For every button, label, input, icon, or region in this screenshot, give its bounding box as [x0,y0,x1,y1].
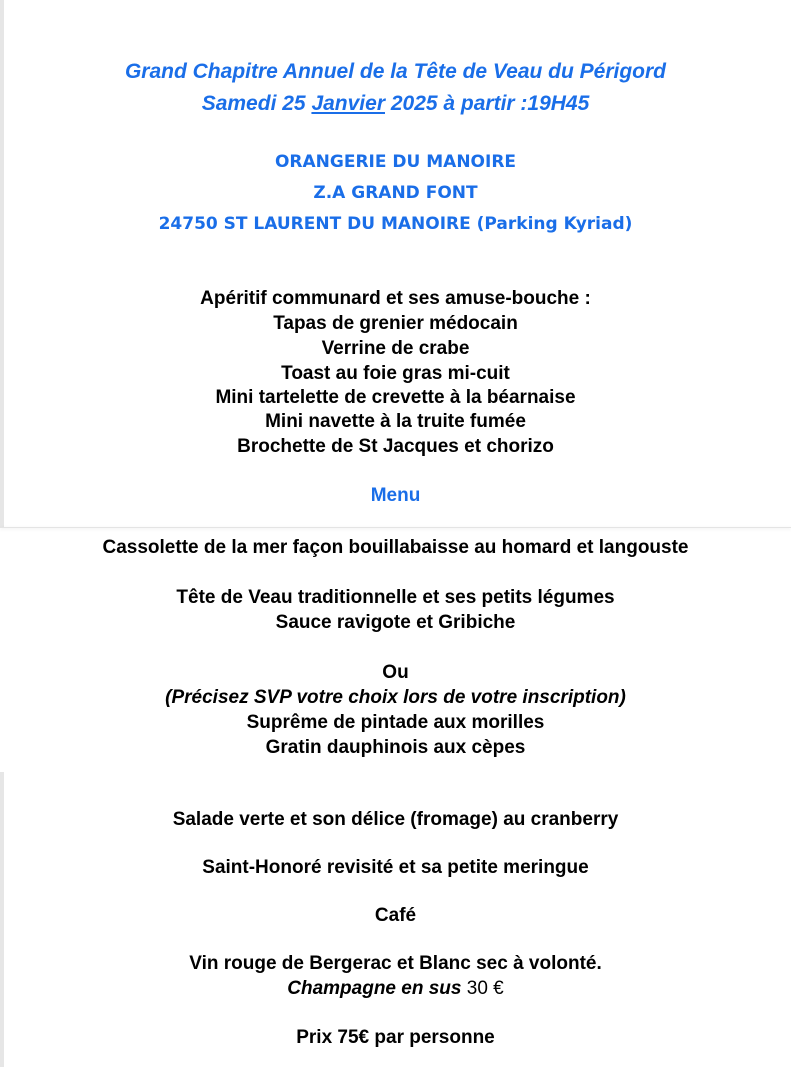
venue-name: ORANGERIE DU MANOIRE [274,152,517,172]
menu-wine: Vin rouge de Bergerac et Blanc sec à volonté. [189,953,602,974]
menu-main2-line1: Suprême de pintade aux morilles [246,712,545,733]
aperitif-item: Mini tartelette de crevette à la béarnaise [215,387,576,408]
venue-zone: Z.A GRAND FONT [313,183,478,203]
aperitif-item: Toast au foie gras mi-cuit [281,363,510,384]
menu-starter: Cassolette de la mer façon bouillabaisse au homard et langouste [102,537,689,558]
aperitif-item: Brochette de St Jacques et chorizo [237,436,554,457]
aperitif-item: Verrine de crabe [321,338,470,359]
event-date-month: Janvier [311,92,385,115]
menu-champagne [0,979,791,998]
menu-main2-line2: Gratin dauphinois aux cèpes [265,737,526,758]
event-date [0,93,791,114]
page-break [0,527,791,528]
menu-salad: Salade verte et son délice (fromage) au cranberry [172,809,619,830]
menu-price: Prix 75€ par personne [296,1027,495,1048]
menu-main1-line1: Tête de Veau traditionnelle et ses petits légumes [176,587,615,608]
menu-dessert: Saint-Honoré revisité et sa petite meringue [202,857,589,878]
aperitif-item: Tapas de grenier médocain [273,313,518,334]
menu-or: Ou [382,662,409,683]
event-date-suffix: 2025 à partir :19H45 [385,92,590,115]
champagne-price: 30 € [461,978,504,999]
menu-coffee: Café [374,905,417,926]
event-date-prefix: Samedi 25 [201,92,312,115]
aperitif-heading: Apéritif communard et ses amuse-bouche : [200,288,591,309]
venue-address: 24750 ST LAURENT DU MANOIRE (Parking Kyriad) [158,214,633,234]
champagne-label: Champagne en sus [287,978,462,999]
menu-main1-line2: Sauce ravigote et Gribiche [275,612,516,633]
event-title: Grand Chapitre Annuel de la Tête de Veau du Périgord [124,60,667,83]
menu-choice-note: (Précisez SVP votre choix lors de votre inscription) [165,687,626,708]
menu-title: Menu [370,485,421,506]
aperitif-item: Mini navette à la truite fumée [265,411,526,432]
